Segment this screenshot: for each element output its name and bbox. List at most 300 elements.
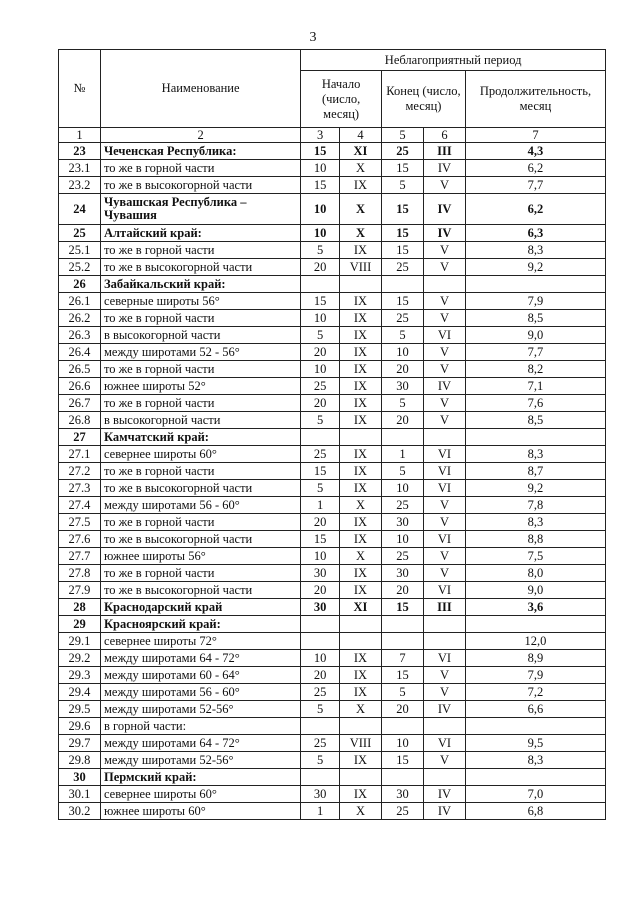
- table-row: [59, 395, 606, 412]
- end-day: [381, 633, 423, 650]
- end-day: 10: [381, 344, 423, 361]
- end-month: VI: [423, 327, 465, 344]
- start-day: 5: [301, 327, 340, 344]
- column-number: 5: [381, 128, 423, 143]
- table-row: [59, 599, 606, 616]
- duration: 8,9: [465, 650, 605, 667]
- duration: [465, 276, 605, 293]
- row-number: 25: [59, 225, 101, 242]
- start-month: X: [340, 225, 382, 242]
- start-month: IX: [340, 582, 382, 599]
- row-name: то же в горной части: [100, 310, 300, 327]
- end-day: 5: [381, 327, 423, 344]
- row-name: в высокогорной части: [100, 327, 300, 344]
- table-row: [59, 735, 606, 752]
- end-month: VI: [423, 650, 465, 667]
- row-name: в горной части:: [100, 718, 300, 735]
- duration: 9,2: [465, 480, 605, 497]
- row-number: 27.5: [59, 514, 101, 531]
- start-day: 30: [301, 599, 340, 616]
- table-row: [59, 514, 606, 531]
- start-day: [301, 616, 340, 633]
- table-row: [59, 276, 606, 293]
- duration: [465, 769, 605, 786]
- row-name: между широтами 64 - 72°: [100, 735, 300, 752]
- row-name: Забайкальский край:: [100, 276, 300, 293]
- duration: 9,5: [465, 735, 605, 752]
- table-row: [59, 531, 606, 548]
- table-row: [59, 582, 606, 599]
- end-day: 5: [381, 684, 423, 701]
- end-month: [423, 769, 465, 786]
- row-number: 23.1: [59, 160, 101, 177]
- end-month: V: [423, 684, 465, 701]
- duration: 7,7: [465, 177, 605, 194]
- row-name: Алтайский край:: [100, 225, 300, 242]
- start-month: [340, 718, 382, 735]
- row-number: 29.1: [59, 633, 101, 650]
- table-row: [59, 480, 606, 497]
- end-month: VI: [423, 463, 465, 480]
- start-day: 10: [301, 548, 340, 565]
- start-month: [340, 276, 382, 293]
- row-number: 29.2: [59, 650, 101, 667]
- table-row: [59, 177, 606, 194]
- start-month: XI: [340, 599, 382, 616]
- row-name: то же в высокогорной части: [100, 531, 300, 548]
- end-month: VI: [423, 480, 465, 497]
- row-number: 27.1: [59, 446, 101, 463]
- table-row: [59, 225, 606, 242]
- end-month: VI: [423, 735, 465, 752]
- start-day: 15: [301, 531, 340, 548]
- end-month: IV: [423, 803, 465, 820]
- start-month: IX: [340, 412, 382, 429]
- end-month: V: [423, 565, 465, 582]
- start-day: 20: [301, 344, 340, 361]
- end-month: [423, 276, 465, 293]
- row-name: то же в горной части: [100, 463, 300, 480]
- row-name: то же в высокогорной части: [100, 177, 300, 194]
- start-day: 5: [301, 480, 340, 497]
- end-month: V: [423, 514, 465, 531]
- start-day: 15: [301, 143, 340, 160]
- end-day: 30: [381, 786, 423, 803]
- end-day: 15: [381, 752, 423, 769]
- start-month: IX: [340, 565, 382, 582]
- row-number: 27: [59, 429, 101, 446]
- start-day: [301, 429, 340, 446]
- duration: 12,0: [465, 633, 605, 650]
- table-row: [59, 633, 606, 650]
- start-day: 20: [301, 582, 340, 599]
- start-month: IX: [340, 531, 382, 548]
- end-month: V: [423, 293, 465, 310]
- row-number: 23: [59, 143, 101, 160]
- row-name: то же в горной части: [100, 242, 300, 259]
- duration: 7,2: [465, 684, 605, 701]
- duration: 8,7: [465, 463, 605, 480]
- header-period: Неблагоприятный период: [301, 50, 606, 71]
- duration: 8,0: [465, 565, 605, 582]
- end-day: 25: [381, 143, 423, 160]
- duration: 7,6: [465, 395, 605, 412]
- table-row: [59, 786, 606, 803]
- table-row: [59, 143, 606, 160]
- row-number: 26: [59, 276, 101, 293]
- start-day: 5: [301, 412, 340, 429]
- end-month: IV: [423, 160, 465, 177]
- row-name: Чеченская Республика:: [100, 143, 300, 160]
- end-month: V: [423, 259, 465, 276]
- row-name: между широтами 60 - 64°: [100, 667, 300, 684]
- end-month: III: [423, 599, 465, 616]
- table-row: [59, 752, 606, 769]
- table-row: [59, 616, 606, 633]
- end-day: [381, 276, 423, 293]
- row-number: 26.5: [59, 361, 101, 378]
- start-day: 5: [301, 701, 340, 718]
- end-day: 25: [381, 548, 423, 565]
- column-number: 3: [301, 128, 340, 143]
- end-month: IV: [423, 225, 465, 242]
- table-row: [59, 429, 606, 446]
- table-row: [59, 565, 606, 582]
- duration: 9,0: [465, 582, 605, 599]
- page-number: 3: [309, 30, 317, 45]
- table-row: [59, 344, 606, 361]
- duration: 8,8: [465, 531, 605, 548]
- table-row: [59, 446, 606, 463]
- column-number: 1: [59, 128, 101, 143]
- end-month: III: [423, 143, 465, 160]
- row-number: 24: [59, 194, 101, 225]
- start-month: VIII: [340, 735, 382, 752]
- column-number: 4: [340, 128, 382, 143]
- duration: 9,2: [465, 259, 605, 276]
- duration: 3,6: [465, 599, 605, 616]
- end-month: V: [423, 548, 465, 565]
- start-day: 25: [301, 378, 340, 395]
- row-name: то же в горной части: [100, 565, 300, 582]
- duration: 7,8: [465, 497, 605, 514]
- duration: [465, 616, 605, 633]
- duration: 7,7: [465, 344, 605, 361]
- row-name: Краснодарский край: [100, 599, 300, 616]
- duration: 4,3: [465, 143, 605, 160]
- table-row: [59, 650, 606, 667]
- start-month: IX: [340, 480, 382, 497]
- duration: 7,0: [465, 786, 605, 803]
- row-number: 25.1: [59, 242, 101, 259]
- header-duration: Продолжительность, месяц: [465, 71, 605, 128]
- duration: 6,6: [465, 701, 605, 718]
- end-month: IV: [423, 701, 465, 718]
- table-row: [59, 803, 606, 820]
- row-number: 27.9: [59, 582, 101, 599]
- end-day: 30: [381, 378, 423, 395]
- end-month: IV: [423, 194, 465, 225]
- start-month: IX: [340, 177, 382, 194]
- end-month: IV: [423, 786, 465, 803]
- end-day: 20: [381, 701, 423, 718]
- start-day: 20: [301, 514, 340, 531]
- row-name: Красноярский край:: [100, 616, 300, 633]
- start-day: 20: [301, 395, 340, 412]
- start-day: 10: [301, 310, 340, 327]
- start-day: 25: [301, 446, 340, 463]
- end-day: [381, 718, 423, 735]
- end-month: V: [423, 667, 465, 684]
- end-month: V: [423, 412, 465, 429]
- unfavorable-period-table: [58, 49, 606, 820]
- table-row: [59, 769, 606, 786]
- duration: 6,8: [465, 803, 605, 820]
- start-month: IX: [340, 344, 382, 361]
- row-number: 26.4: [59, 344, 101, 361]
- start-month: VIII: [340, 259, 382, 276]
- duration: 8,5: [465, 412, 605, 429]
- end-day: [381, 616, 423, 633]
- start-month: [340, 429, 382, 446]
- start-day: 15: [301, 293, 340, 310]
- start-month: IX: [340, 378, 382, 395]
- start-month: X: [340, 160, 382, 177]
- start-day: [301, 276, 340, 293]
- end-month: V: [423, 752, 465, 769]
- row-number: 28: [59, 599, 101, 616]
- end-day: 25: [381, 310, 423, 327]
- end-day: 15: [381, 225, 423, 242]
- start-day: 25: [301, 735, 340, 752]
- row-name: между широтами 52-56°: [100, 701, 300, 718]
- end-day: 15: [381, 194, 423, 225]
- row-name: севернее широты 72°: [100, 633, 300, 650]
- start-day: 10: [301, 225, 340, 242]
- duration: 8,3: [465, 514, 605, 531]
- end-day: 25: [381, 259, 423, 276]
- row-number: 29.3: [59, 667, 101, 684]
- start-day: 5: [301, 752, 340, 769]
- end-month: VI: [423, 446, 465, 463]
- duration: 6,2: [465, 160, 605, 177]
- end-month: VI: [423, 582, 465, 599]
- start-day: 15: [301, 177, 340, 194]
- start-month: IX: [340, 327, 382, 344]
- end-day: 30: [381, 565, 423, 582]
- table-row: [59, 194, 606, 225]
- start-month: X: [340, 701, 382, 718]
- end-day: 25: [381, 497, 423, 514]
- table-row: [59, 548, 606, 565]
- start-month: [340, 633, 382, 650]
- row-name: севернее широты 60°: [100, 446, 300, 463]
- table-row: [59, 701, 606, 718]
- end-day: 1: [381, 446, 423, 463]
- row-number: 29: [59, 616, 101, 633]
- duration: [465, 429, 605, 446]
- end-day: 20: [381, 582, 423, 599]
- duration: 6,2: [465, 194, 605, 225]
- table-row: [59, 160, 606, 177]
- end-month: V: [423, 497, 465, 514]
- duration: 8,3: [465, 752, 605, 769]
- duration: 8,5: [465, 310, 605, 327]
- end-day: 15: [381, 160, 423, 177]
- end-day: 30: [381, 514, 423, 531]
- row-name: между широтами 52 - 56°: [100, 344, 300, 361]
- duration: 8,3: [465, 446, 605, 463]
- row-number: 30: [59, 769, 101, 786]
- row-number: 27.2: [59, 463, 101, 480]
- end-day: 15: [381, 293, 423, 310]
- end-month: V: [423, 310, 465, 327]
- start-day: 30: [301, 786, 340, 803]
- end-month: V: [423, 395, 465, 412]
- row-number: 27.8: [59, 565, 101, 582]
- end-day: 15: [381, 667, 423, 684]
- row-number: 29.4: [59, 684, 101, 701]
- start-month: IX: [340, 395, 382, 412]
- row-number: 27.6: [59, 531, 101, 548]
- row-name: между широтами 52-56°: [100, 752, 300, 769]
- end-day: 20: [381, 361, 423, 378]
- column-number: 2: [100, 128, 300, 143]
- duration: 9,0: [465, 327, 605, 344]
- row-name: то же в горной части: [100, 361, 300, 378]
- end-month: [423, 633, 465, 650]
- start-day: 30: [301, 565, 340, 582]
- end-day: 15: [381, 599, 423, 616]
- start-day: 10: [301, 160, 340, 177]
- row-number: 25.2: [59, 259, 101, 276]
- row-number: 29.6: [59, 718, 101, 735]
- start-day: 5: [301, 242, 340, 259]
- table-row: [59, 293, 606, 310]
- start-day: [301, 633, 340, 650]
- table-row: [59, 667, 606, 684]
- row-number: 26.1: [59, 293, 101, 310]
- row-name: Чувашская Республика – Чувашия: [100, 194, 300, 225]
- table-row: [59, 412, 606, 429]
- start-day: 10: [301, 194, 340, 225]
- start-day: 15: [301, 463, 340, 480]
- end-month: V: [423, 177, 465, 194]
- end-month: [423, 429, 465, 446]
- start-month: X: [340, 497, 382, 514]
- row-name: то же в горной части: [100, 514, 300, 531]
- table-body: [59, 143, 606, 820]
- duration: [465, 718, 605, 735]
- start-month: IX: [340, 446, 382, 463]
- table-row: [59, 718, 606, 735]
- end-day: 7: [381, 650, 423, 667]
- row-name: то же в горной части: [100, 160, 300, 177]
- end-day: 10: [381, 480, 423, 497]
- header-end: Конец (число, месяц): [381, 71, 465, 128]
- table-row: [59, 497, 606, 514]
- end-month: [423, 616, 465, 633]
- row-number: 30.2: [59, 803, 101, 820]
- table-row: [59, 259, 606, 276]
- row-name: южнее широты 52°: [100, 378, 300, 395]
- end-day: 5: [381, 177, 423, 194]
- row-name: севернее широты 60°: [100, 786, 300, 803]
- row-name: Камчатский край:: [100, 429, 300, 446]
- column-number: 6: [423, 128, 465, 143]
- row-number: 26.8: [59, 412, 101, 429]
- row-name: то же в высокогорной части: [100, 480, 300, 497]
- end-day: 5: [381, 395, 423, 412]
- duration: 8,2: [465, 361, 605, 378]
- row-number: 29.7: [59, 735, 101, 752]
- row-number: 27.4: [59, 497, 101, 514]
- row-number: 30.1: [59, 786, 101, 803]
- start-month: IX: [340, 514, 382, 531]
- start-month: XI: [340, 143, 382, 160]
- start-day: [301, 718, 340, 735]
- start-day: 20: [301, 259, 340, 276]
- end-month: [423, 718, 465, 735]
- duration: 6,3: [465, 225, 605, 242]
- column-number: 7: [465, 128, 605, 143]
- header-num: №: [59, 50, 101, 128]
- header-name: Наименование: [100, 50, 300, 128]
- end-month: VI: [423, 531, 465, 548]
- row-number: 26.7: [59, 395, 101, 412]
- end-day: 15: [381, 242, 423, 259]
- start-month: IX: [340, 310, 382, 327]
- row-number: 29.8: [59, 752, 101, 769]
- row-name: южнее широты 56°: [100, 548, 300, 565]
- end-day: 25: [381, 803, 423, 820]
- start-day: 10: [301, 650, 340, 667]
- table-row: [59, 242, 606, 259]
- table-row: [59, 327, 606, 344]
- start-day: 10: [301, 361, 340, 378]
- start-month: [340, 769, 382, 786]
- table-row: [59, 378, 606, 395]
- table-row: [59, 684, 606, 701]
- duration: 7,5: [465, 548, 605, 565]
- start-month: [340, 616, 382, 633]
- start-day: 20: [301, 667, 340, 684]
- end-day: [381, 769, 423, 786]
- duration: 7,9: [465, 293, 605, 310]
- row-name: между широтами 56 - 60°: [100, 497, 300, 514]
- start-month: IX: [340, 752, 382, 769]
- row-name: Пермский край:: [100, 769, 300, 786]
- row-number: 27.3: [59, 480, 101, 497]
- duration: 7,9: [465, 667, 605, 684]
- end-day: 10: [381, 735, 423, 752]
- start-month: IX: [340, 786, 382, 803]
- row-number: 26.6: [59, 378, 101, 395]
- end-day: 10: [381, 531, 423, 548]
- row-name: между широтами 64 - 72°: [100, 650, 300, 667]
- row-number: 29.5: [59, 701, 101, 718]
- row-name: южнее широты 60°: [100, 803, 300, 820]
- start-day: 1: [301, 803, 340, 820]
- start-month: IX: [340, 293, 382, 310]
- end-day: 20: [381, 412, 423, 429]
- start-month: IX: [340, 667, 382, 684]
- row-name: между широтами 56 - 60°: [100, 684, 300, 701]
- start-month: X: [340, 803, 382, 820]
- table-row: [59, 463, 606, 480]
- end-month: V: [423, 361, 465, 378]
- row-name: то же в высокогорной части: [100, 582, 300, 599]
